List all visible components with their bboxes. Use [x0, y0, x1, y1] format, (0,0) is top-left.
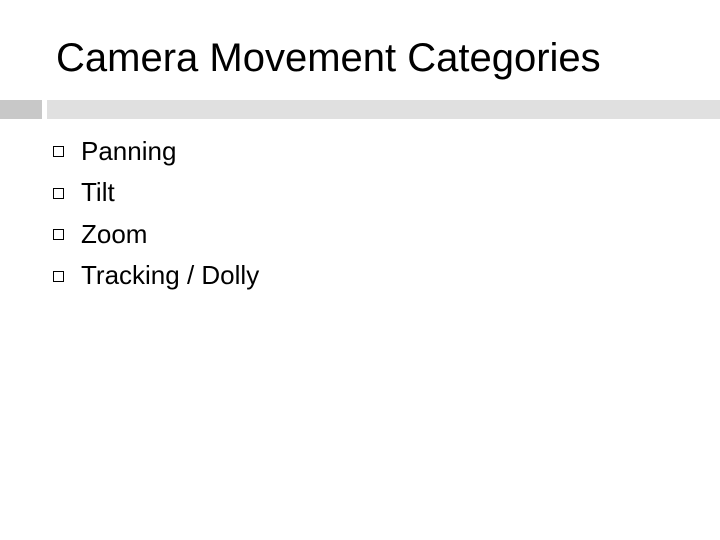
square-bullet-icon — [53, 271, 64, 282]
bullet-text: Panning — [81, 135, 177, 166]
bullet-text: Zoom — [81, 218, 148, 249]
bullet-list — [53, 130, 259, 296]
bullet-item — [53, 130, 259, 172]
title-rule-line — [47, 100, 720, 119]
bullet-text: Tracking / Dolly — [81, 260, 260, 291]
square-bullet-icon — [53, 229, 64, 240]
square-bullet-icon — [53, 146, 64, 157]
square-bullet-icon — [53, 188, 64, 199]
bullet-item — [53, 213, 259, 255]
bullet-text: Tilt — [81, 177, 115, 208]
bullet-item — [53, 172, 259, 214]
title-rule-block — [0, 100, 42, 119]
slide-title: Camera Movement Categories — [56, 36, 601, 80]
bullet-item — [53, 255, 259, 297]
